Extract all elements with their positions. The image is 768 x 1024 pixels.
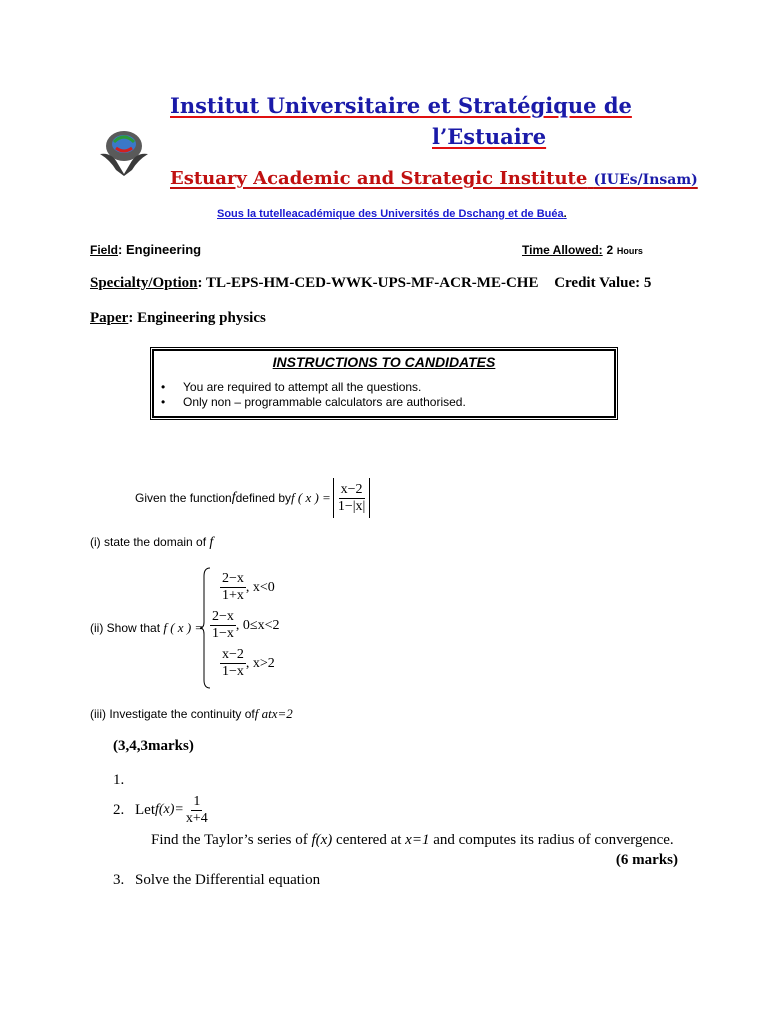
tutelle-text: Sous la tutelleacadémique des Universités de Dschang et de Buéa bbox=[217, 208, 564, 220]
field-label: Field bbox=[90, 243, 119, 257]
case-3-fraction bbox=[220, 647, 246, 680]
q1-part-ii-fx: f ( x ) = bbox=[163, 620, 204, 635]
q2-denominator: x+4 bbox=[185, 810, 208, 826]
specialty-label: Specialty/Option bbox=[90, 275, 198, 291]
q1-part-iii-text: (iii) Investigate the continuity of bbox=[90, 707, 255, 721]
case-2-denominator: 1−x bbox=[212, 626, 234, 641]
specialty-row bbox=[90, 275, 651, 292]
case-1-condition: , x<0 bbox=[245, 579, 275, 595]
q1-part-iii-f: f at bbox=[254, 706, 272, 721]
time-allowed bbox=[522, 242, 643, 259]
institute-title-fr-line1: Institut Universitaire et Stratégique de bbox=[170, 93, 632, 118]
list-number-1: 1. bbox=[113, 772, 125, 788]
instruction-item: • Only non – programmable calculators are authorised. bbox=[153, 395, 615, 410]
institute-name-en: Estuary Academic and Strategic Institute bbox=[170, 168, 588, 189]
time-unit: Hours bbox=[616, 246, 643, 256]
case-3-numerator: x−2 bbox=[222, 647, 244, 662]
q1-marks: (3,4,3marks) bbox=[113, 738, 194, 754]
q1-fx: f ( x ) = bbox=[291, 490, 331, 505]
case-3-denominator: 1−x bbox=[222, 664, 244, 679]
piecewise-case-3 bbox=[220, 647, 275, 680]
q1-part-i-f: f bbox=[209, 535, 214, 550]
q2-fraction bbox=[184, 794, 210, 827]
q1-abs-fraction bbox=[333, 478, 371, 518]
q2-fx: f(x)= bbox=[155, 802, 184, 817]
q1-defined-by: defined by bbox=[235, 491, 292, 505]
instructions-title: INSTRUCTIONS TO CANDIDATES bbox=[272, 354, 496, 370]
case-2-condition: , 0≤x<2 bbox=[235, 617, 280, 633]
q2-find-a: Find the Taylor’s series of bbox=[151, 832, 312, 848]
case-1-denominator: 1+x bbox=[222, 588, 244, 603]
time-label: Time Allowed: bbox=[522, 243, 603, 257]
list-number-3: 3. bbox=[113, 872, 125, 888]
q2-find-fx: f(x) bbox=[311, 832, 333, 848]
q1-part-i bbox=[90, 535, 213, 551]
instructions-list bbox=[153, 380, 615, 410]
credit-value: Credit Value: 5 bbox=[554, 275, 652, 291]
institute-title-fr-line2: l’Estuaire bbox=[432, 124, 547, 149]
instructions-box bbox=[150, 347, 618, 420]
q3-text: Solve the Differential equation bbox=[135, 872, 321, 888]
time-value: 2 bbox=[606, 243, 614, 257]
q2-find-c: and computes its radius of convergence. bbox=[429, 832, 674, 848]
q2-let-text: Let bbox=[135, 801, 155, 818]
tutelle-line bbox=[217, 208, 567, 220]
q2-find-x: x=1 bbox=[405, 832, 430, 848]
q2-marks: (6 marks) bbox=[615, 852, 678, 868]
field-row bbox=[90, 242, 201, 259]
q1-fraction bbox=[336, 482, 368, 515]
q2-find bbox=[151, 832, 674, 849]
specialty-value: : TL-EPS-HM-CED-WWK-UPS-MF-ACR-ME-CHE bbox=[197, 275, 539, 291]
institute-abbreviation: (IUEs/Insam) bbox=[593, 172, 698, 188]
case-1-fraction bbox=[220, 571, 246, 604]
q1-part-iii-x: x=2 bbox=[271, 706, 293, 721]
q2-find-b: centered at bbox=[332, 832, 406, 848]
q1-part-ii-label bbox=[90, 620, 203, 636]
institute-title-en bbox=[170, 168, 698, 189]
q1-part-i-text: (i) state the domain of bbox=[90, 535, 210, 549]
field-value: : Engineering bbox=[118, 242, 202, 257]
q1-intro-text: Given the function bbox=[135, 491, 232, 505]
q2-let bbox=[135, 792, 210, 828]
case-3-condition: , x>2 bbox=[245, 655, 275, 671]
institute-logo bbox=[96, 124, 152, 176]
case-2-numerator: 2−x bbox=[212, 609, 234, 624]
paper-value: : Engineering physics bbox=[128, 310, 266, 326]
q1-part-iii bbox=[90, 706, 293, 722]
instruction-item: • You are required to attempt all the questions. bbox=[153, 380, 615, 395]
q2-numerator: 1 bbox=[193, 793, 201, 809]
q1-fraction-numerator: x−2 bbox=[340, 481, 363, 497]
tutelle-period: . bbox=[563, 208, 567, 220]
q1-part-ii-text: (ii) Show that bbox=[90, 621, 164, 635]
paper-row bbox=[90, 310, 266, 327]
q1-f-symbol: f bbox=[231, 490, 236, 505]
piecewise-case-2 bbox=[210, 609, 280, 642]
q1-intro bbox=[135, 476, 370, 520]
piecewise-case-1 bbox=[220, 571, 275, 604]
case-2-fraction bbox=[210, 609, 236, 642]
case-1-numerator: 2−x bbox=[222, 571, 244, 586]
q1-fraction-denominator: 1−|x| bbox=[337, 498, 366, 514]
paper-label: Paper bbox=[90, 310, 129, 326]
list-number-2: 2. bbox=[113, 802, 125, 818]
